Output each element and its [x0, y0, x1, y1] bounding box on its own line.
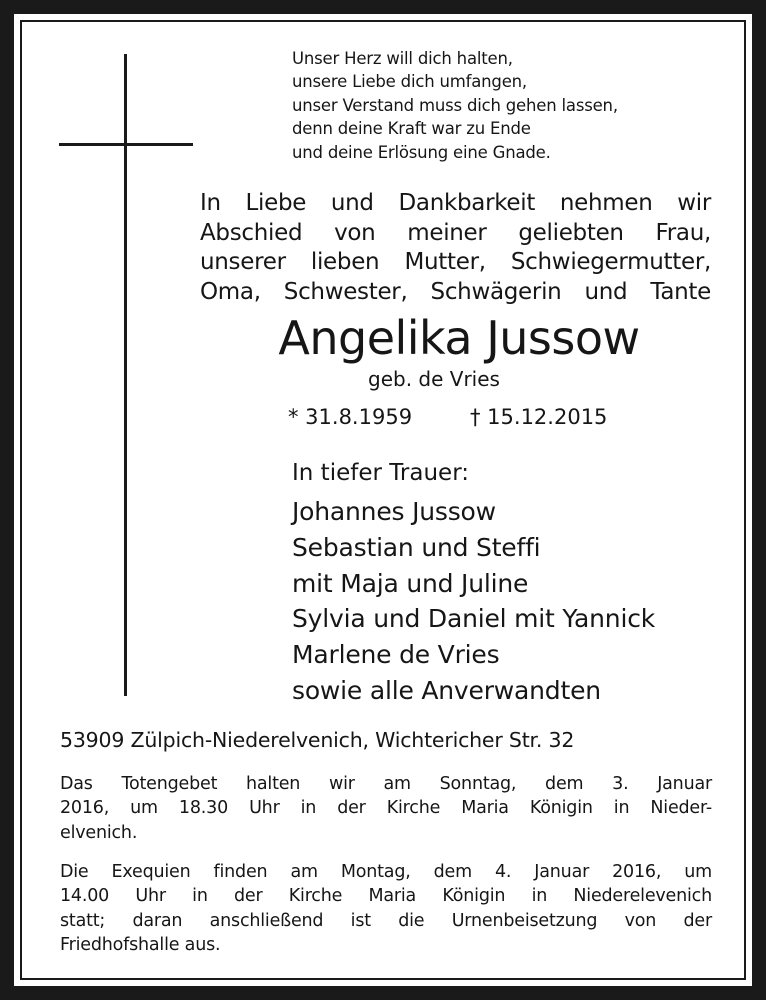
- poem-line: und deine Erlösung eine Gnade.: [292, 142, 551, 162]
- mourner-name: Sebastian und Steffi: [292, 532, 541, 562]
- funeral-line: 14.00 Uhr in der Kirche Maria Königin in Niederelevenich: [60, 886, 712, 907]
- poem-line: unsere Liebe dich umfangen,: [292, 72, 527, 92]
- prayer-line: elvenich.: [60, 822, 138, 843]
- deceased-name: Angelika Jussow: [278, 311, 640, 365]
- mourner-name: Marlene de Vries: [292, 640, 500, 670]
- cross-icon-bar: [59, 143, 193, 146]
- intro-text: [200, 189, 711, 307]
- mourners-list: [292, 494, 655, 709]
- prayer-line: Das Totengebet halten wir am Sonntag, dem 3. Januar: [60, 774, 712, 794]
- mourners-label: In tiefer Trauer:: [292, 460, 469, 486]
- birth-date: * 31.8.1959: [288, 405, 413, 429]
- intro-line: Oma, Schwester, Schwägerin und Tante: [200, 278, 711, 305]
- poem-line: Unser Herz will dich halten,: [292, 49, 513, 68]
- cross-icon: [124, 54, 127, 696]
- mourner-name: Johannes Jussow: [292, 497, 496, 526]
- prayer-line: 2016, um 18.30 Uhr in der Kirche Maria Königin in Nieder-: [60, 798, 712, 819]
- funeral-line: Die Exequien finden am Montag, dem 4. Januar 2016, um: [60, 862, 712, 882]
- funeral-line: statt; daran anschließend ist die Urnenbeisetzung von der: [60, 910, 712, 931]
- death-date: † 15.12.2015: [470, 405, 608, 429]
- funeral-line: Friedhofshalle aus.: [60, 934, 221, 955]
- poem-line: unser Verstand muss dich gehen lassen,: [292, 95, 618, 115]
- funeral-notice: [60, 860, 712, 957]
- intro-line: unserer lieben Mutter, Schwiegermutter,: [200, 249, 711, 275]
- address: 53909 Zülpich-Niederelvenich, Wichtericher Str. 32: [60, 728, 575, 752]
- poem: [292, 47, 618, 164]
- mourner-name: mit Maja und Juline: [292, 568, 529, 598]
- mourner-name: sowie alle Anverwandten: [292, 675, 601, 705]
- poem-line: denn deine Kraft war zu Ende: [292, 119, 531, 139]
- intro-line: Abschied von meiner geliebten Frau,: [200, 219, 711, 246]
- mourner-name: Sylvia und Daniel mit Yannick: [292, 604, 656, 634]
- prayer-notice: [60, 772, 712, 845]
- intro-line: In Liebe und Dankbarkeit nehmen wir: [200, 190, 711, 216]
- maiden-name: geb. de Vries: [368, 367, 500, 391]
